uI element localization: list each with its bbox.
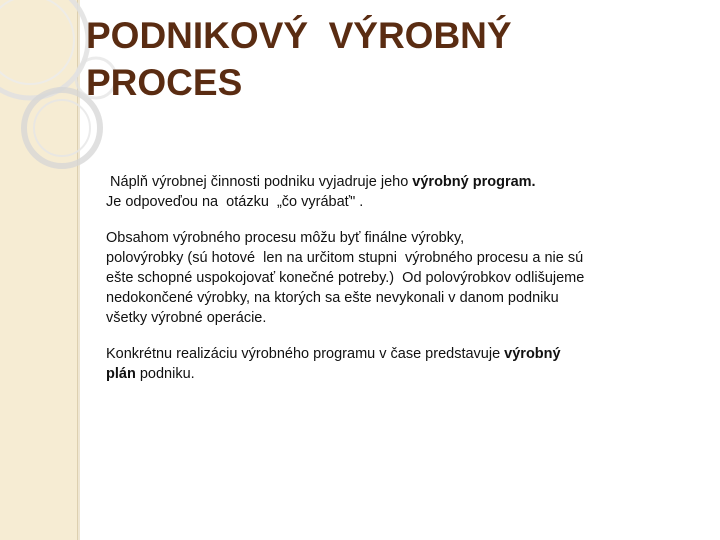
slide-body: [106, 172, 666, 400]
text-segment: Obsahom výrobného procesu môžu byť finálne výrobky, polovýrobky (sú hotové len na určitom stupni výrobného procesu a nie sú ešte schopné uspokojovať konečné potreby.) Od polovýrobkov odlišujeme nedokončené výrobky, na ktorých sa ešte nevykonali v danom podniku všetky výrobné operácie.: [106, 230, 585, 326]
slide-sidebar-strip: [0, 0, 78, 540]
text-segment: Konkrétnu realizáciu výrobného programu v čase predstavuje: [106, 346, 505, 362]
slide-title-line-1: PODNIKOVÝ VÝROBNÝ: [86, 15, 512, 56]
slide-title-line-2: PROCES: [86, 62, 243, 103]
bold-text-segment: výrobný plán: [106, 346, 561, 382]
slide-title: [86, 12, 512, 106]
paragraph-production-plan: [106, 344, 666, 384]
text-segment: Je odpoveďou na otázku „čo vyrábať" .: [106, 194, 364, 210]
text-segment: podniku.: [135, 366, 195, 382]
paragraph-production-program: [106, 172, 666, 212]
bold-text-segment: výrobný program.: [412, 174, 536, 190]
sidebar-edge-line: [78, 0, 80, 540]
text-segment: Náplň výrobnej činnosti podniku vyjadruje jeho: [106, 174, 413, 190]
paragraph-production-process: [106, 228, 666, 328]
